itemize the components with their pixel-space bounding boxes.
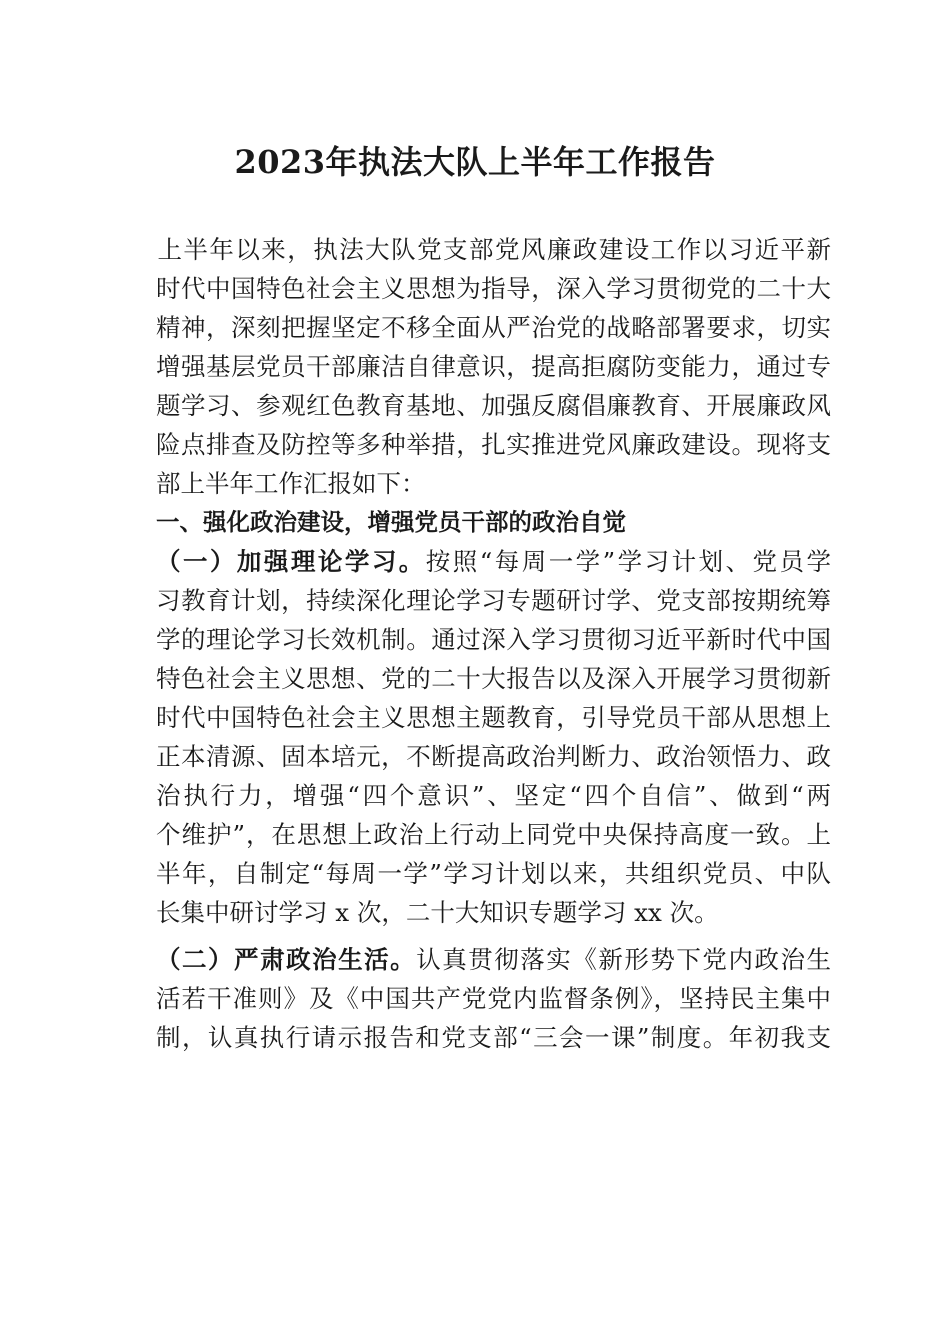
paragraph-line: 习教育计划，持续深化理论学习专题研讨学、党支部按期统筹 (156, 586, 831, 615)
paragraph-line: 治执行力，增强“四个意识”、坚定“四个自信”、做到“两 (156, 781, 831, 810)
paragraph-line: 制，认真执行请示报告和党支部“三会一课”制度。年初我支 (156, 1023, 831, 1052)
paragraph-line: 特色社会主义思想、党的二十大报告以及深入开展学习贯彻新 (156, 664, 831, 693)
document-body (156, 230, 831, 1057)
text-span: 上半年以来，执法大队党支部党风廉政建设工作以习近平新 (156, 235, 831, 264)
subsection-1 (156, 542, 831, 932)
text-span: 认真贯彻落实《新形势下党内政治生 (416, 945, 831, 974)
paragraph-line: 部上半年工作汇报如下： (156, 469, 426, 498)
paragraph-line: 时代中国特色社会主义思想为指导，深入学习贯彻党的二十大 (156, 274, 831, 303)
paragraph-line: 学的理论学习长效机制。通过深入学习贯彻习近平新时代中国 (156, 625, 831, 654)
paragraph-line: 个维护”，在思想上政治上行动上同党中央保持高度一致。上 (156, 820, 831, 849)
paragraph-line: 长集中研讨学习 x 次，二十大知识专题学习 xx 次。 (156, 898, 719, 927)
intro-paragraph (156, 230, 831, 503)
paragraph-line (156, 230, 831, 269)
paragraph-line (156, 940, 831, 979)
subsection-lead: （一）加强理论学习。 (156, 547, 426, 576)
paragraph-line: 题学习、参观红色教育基地、加强反腐倡廉教育、开展廉政风 (156, 391, 831, 420)
paragraph-line (156, 542, 831, 581)
paragraph-line: 增强基层党员干部廉洁自律意识，提高拒腐防变能力，通过专 (156, 352, 831, 381)
subsection-lead: （二）严肃政治生活。 (156, 945, 417, 974)
paragraph-line: 时代中国特色社会主义思想主题教育，引导党员干部从思想上 (156, 703, 831, 732)
paragraph-line: 险点排查及防控等多种举措，扎实推进党风廉政建设。现将支 (156, 430, 831, 459)
text-span: 按照“每周一学”学习计划、党员学 (425, 547, 831, 576)
paragraph-line: 活若干准则》及《中国共产党党内监督条例》，坚持民主集中 (156, 984, 831, 1013)
paragraph-line: 半年，自制定“每周一学”学习计划以来，共组织党员、中队 (156, 859, 831, 888)
paragraph-line: 精神，深刻把握坚定不移全面从严治党的战略部署要求，切实 (156, 313, 831, 342)
paragraph-line: 正本清源、固本培元，不断提高政治判断力、政治领悟力、政 (156, 742, 831, 771)
subsection-2 (156, 940, 831, 1057)
document-title: 2023年执法大队上半年工作报告 (234, 143, 716, 181)
section-heading: 一、强化政治建设，增强党员干部的政治自觉 (156, 508, 626, 536)
